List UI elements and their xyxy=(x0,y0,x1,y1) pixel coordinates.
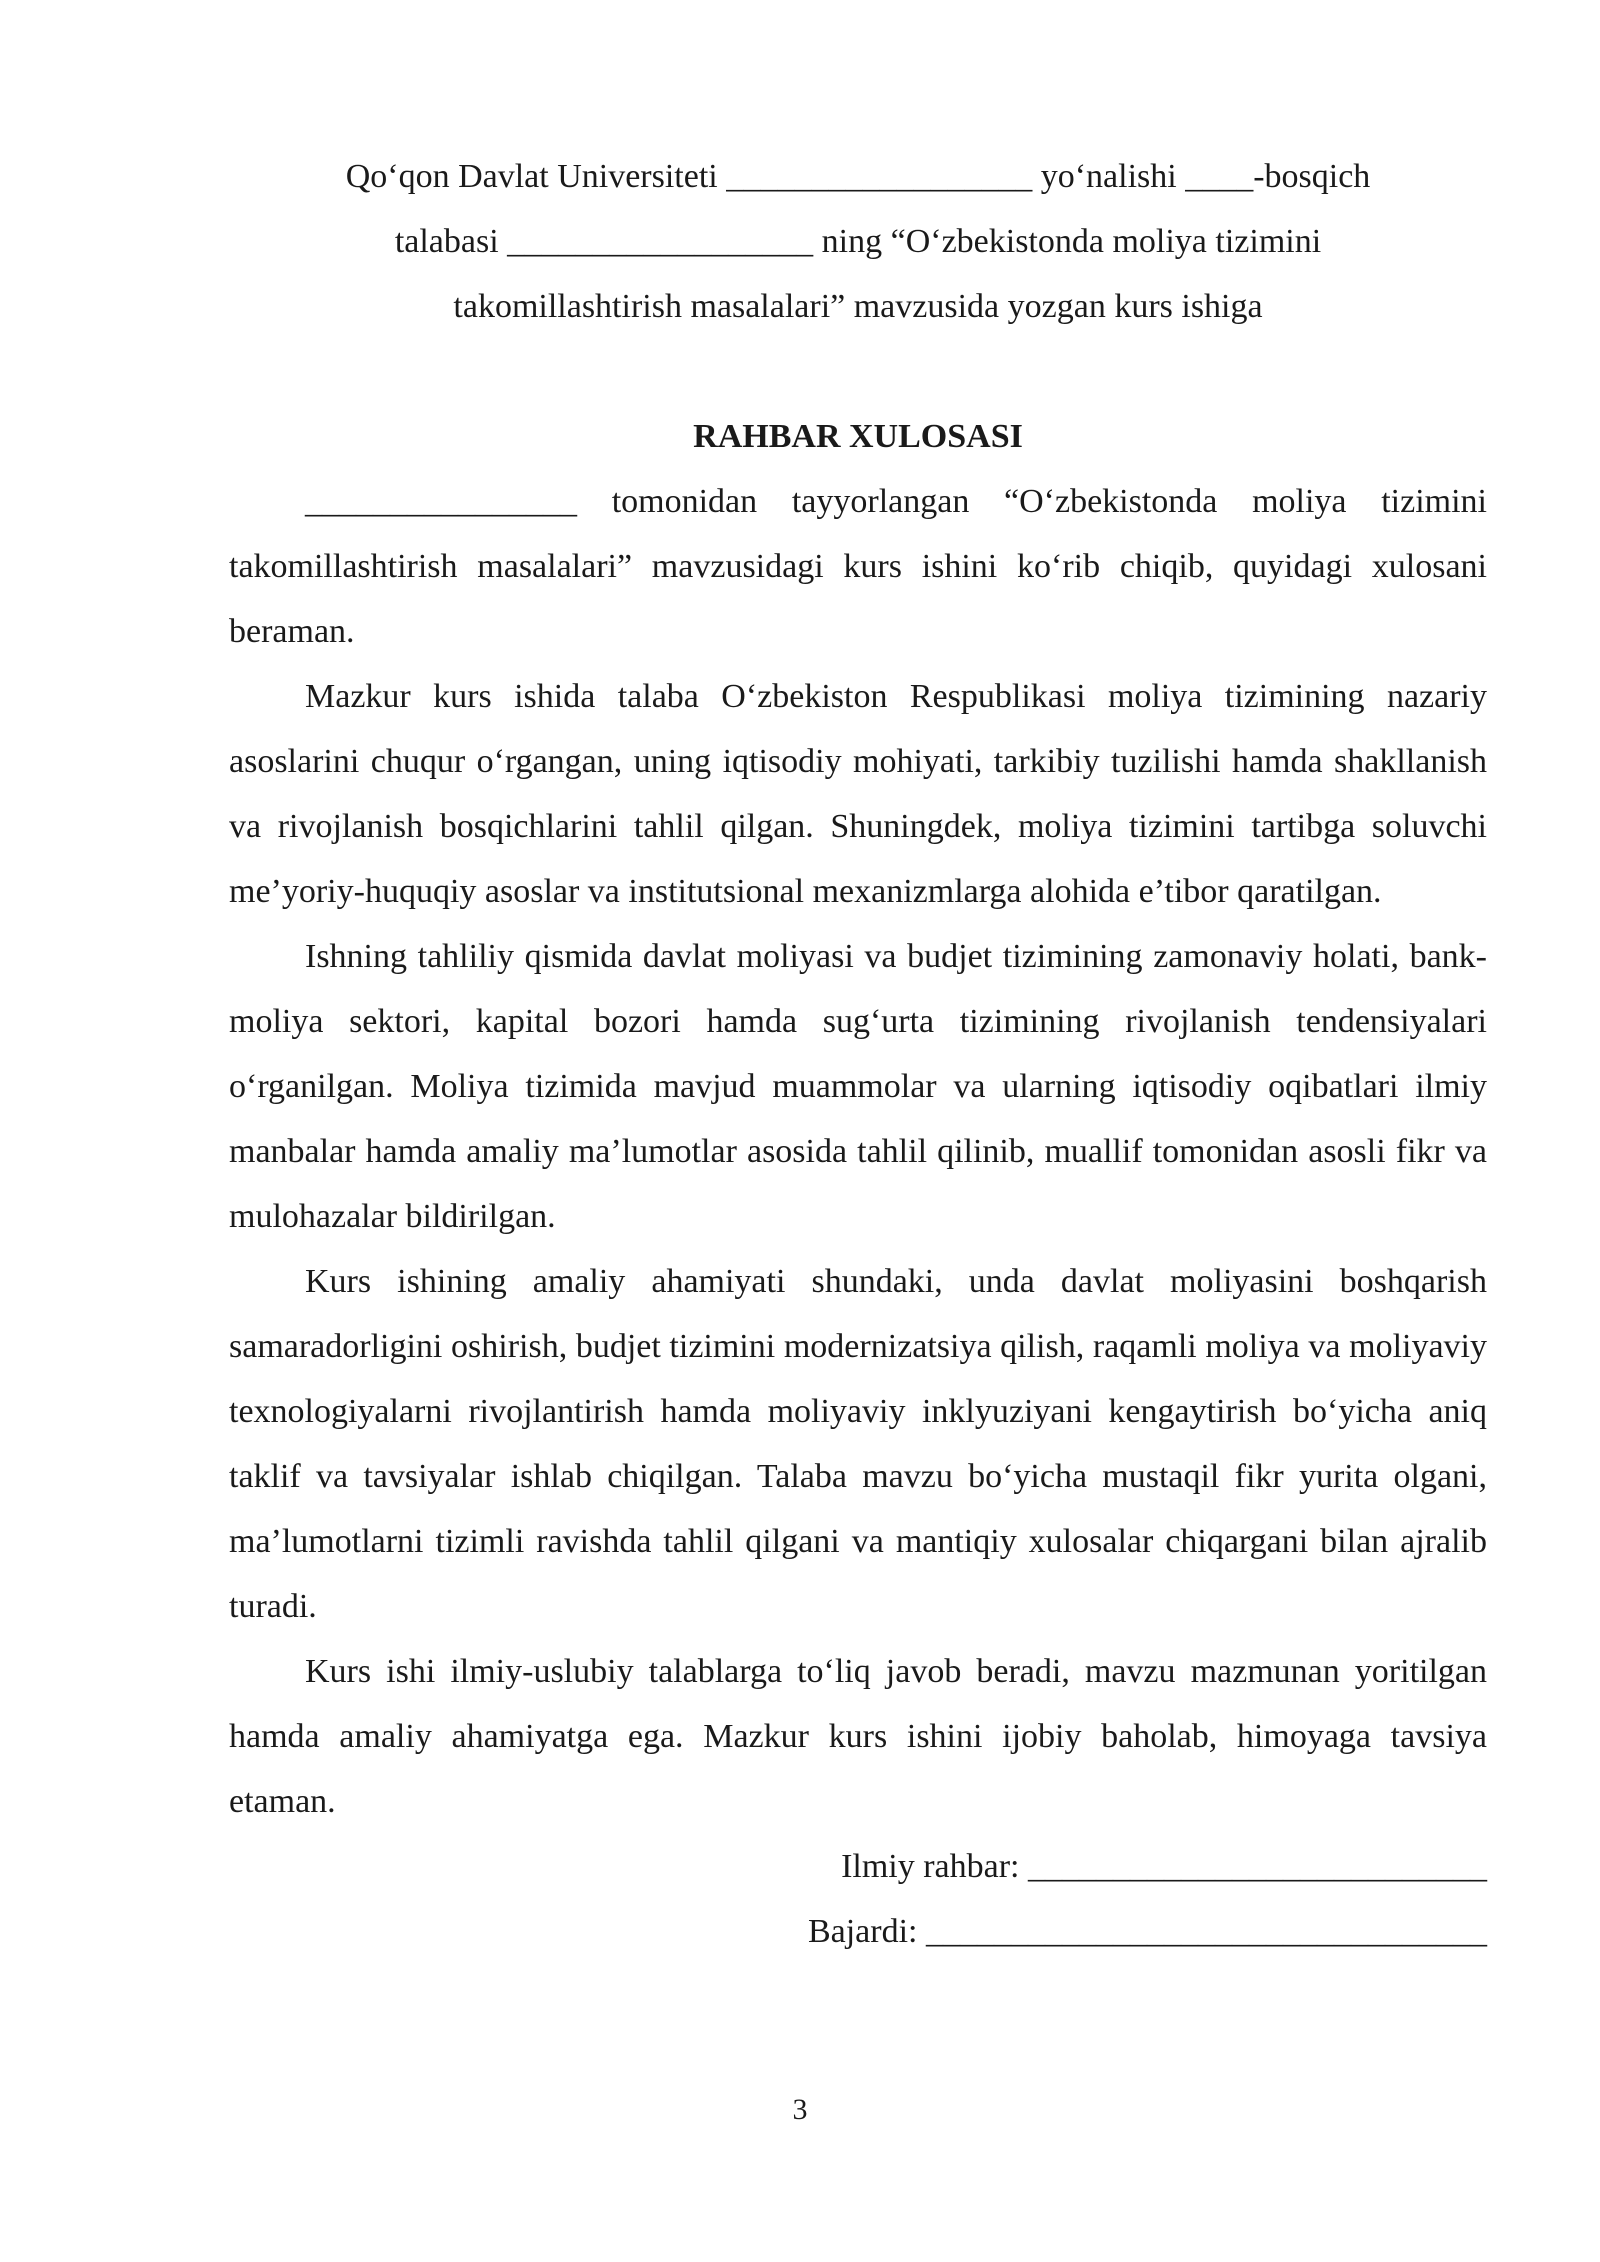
heading-line-1 xyxy=(229,144,1487,209)
heading-line-3: takomillashtirish masalalari” mavzusida yozgan kurs ishiga xyxy=(453,288,1263,325)
heading-stage-label: -bosqich xyxy=(1253,158,1371,195)
performer-label: Bajardi: xyxy=(807,1913,918,1950)
heading-direction-label: yo‘nalishi xyxy=(1040,158,1177,195)
page-number: 3 xyxy=(792,2093,808,2126)
heading-direction-blank: __________________ xyxy=(726,158,1033,195)
advisor-signature-line xyxy=(229,1834,1487,1899)
document-title: RAHBAR XULOSASI xyxy=(693,418,1023,455)
paragraph-5: Kurs ishi ilmiy-uslubiy talablarga to‘liq javob beradi, mavzu mazmunan yoritilgan hamda amaliy ahamiyatga ega. Mazkur kurs ishini ijobiy baholab, himoyaga tavsiya etaman. xyxy=(229,1653,1487,1820)
paragraph-2: Mazkur kurs ishida talaba O‘zbekiston Respublikasi moliya tizimining nazariy asoslarini chuqur o‘rgangan, uning iqtisodiy mohiyati, tarkibiy tuzilishi hamda shakllanish va rivojlanish bosqichlarini tahlil qilgan. Shuningdek, moliya tizimini tartibga soluvchi me’yoriy-huquqiy asoslar va institutsional mexanizmlarga alohida e’tibor qaratilgan. xyxy=(229,678,1487,910)
author-blank: ________________ xyxy=(305,483,577,520)
paragraph-3: Ishning tahliliy qismida davlat moliyasi va budjet tizimining zamonaviy holati, bank-moliya sektori, kapital bozori hamda sug‘urta tizimining rivojlanish tendensiyalari o‘rganilgan. Moliya tizimida mavjud muammolar va ularning iqtisodiy oqibatlari ilmiy manbalar hamda amaliy ma’lumotlar asosida tahlil qilinib, muallif tomonidan asosli fikr va mulohazalar bildirilgan. xyxy=(229,938,1487,1235)
paragraph-1 xyxy=(229,469,1487,664)
document-content xyxy=(229,144,1487,1964)
heading-student-blank: __________________ xyxy=(507,223,814,260)
heading-student-label: talabasi xyxy=(394,223,499,260)
heading-line-2 xyxy=(229,209,1487,274)
paragraph-4: Kurs ishining amaliy ahamiyati shundaki, unda davlat moliyasini boshqarish samaradorligini oshirish, budjet tizimini modernizatsiya qilish, raqamli moliya va moliyaviy texnologiyalarni rivojlantirish hamda moliyaviy inklyuziyani kengaytirish bo‘yicha aniq taklif va tavsiyalar ishlab chiqilgan. Talaba mavzu bo‘yicha mustaqil fikr yurita olgani, ma’lumotlarni tizimli ravishda tahlil qilgani va mantiqiy xulosalar chiqargani bilan ajralib turadi. xyxy=(229,1263,1487,1625)
heading-stage-blank: ____ xyxy=(1185,158,1254,195)
performer-blank: _________________________________ xyxy=(926,1913,1487,1950)
heading-topic-start: ning “O‘zbekistonda moliya tizimini xyxy=(821,223,1322,260)
paragraph-1-text: tomonidan tayyorlangan “O‘zbekistonda moliya tizimini takomillashtirish masalalari” mavzusidagi kurs ishini ko‘rib chiqib, quyidagi xulosani beraman. xyxy=(229,483,1487,650)
performer-signature-line xyxy=(229,1899,1487,1964)
heading-university: Qo‘qon Davlat Universiteti xyxy=(345,158,718,195)
advisor-label: Ilmiy rahbar: xyxy=(841,1848,1020,1885)
document-heading xyxy=(229,144,1487,339)
advisor-blank: ___________________________ xyxy=(1028,1848,1487,1885)
spacer xyxy=(229,339,1487,404)
